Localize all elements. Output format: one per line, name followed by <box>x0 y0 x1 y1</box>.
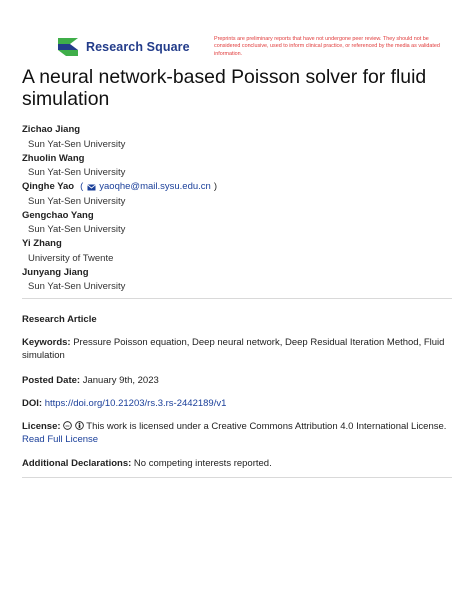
open-paren: ( <box>80 181 84 193</box>
declarations-label: Additional Declarations: <box>22 458 132 469</box>
author-name[interactable]: Gengchao Yang <box>22 209 94 221</box>
divider <box>22 477 452 478</box>
divider <box>22 298 452 299</box>
cc-icon <box>63 421 72 430</box>
keywords-label: Keywords: <box>22 337 71 348</box>
author-email-link[interactable] <box>80 181 217 193</box>
author-item <box>22 208 452 237</box>
envelope-icon <box>87 184 96 191</box>
author-list <box>22 122 452 293</box>
author-email[interactable]: yaoqhe@mail.sysu.edu.cn <box>99 181 211 193</box>
doi-link[interactable]: https://doi.org/10.21203/rs.3.rs-2442189/v1 <box>44 398 227 409</box>
author-item <box>22 122 452 151</box>
research-square-logo-icon <box>56 36 80 58</box>
author-item <box>22 265 452 294</box>
author-affiliation: University of Twente <box>28 252 114 264</box>
doi-label: DOI: <box>22 398 43 409</box>
author-item <box>22 236 452 265</box>
doi <box>22 398 452 411</box>
keywords-value: Pressure Poisson equation, Deep neural network, Deep Residual Iteration Method, Fluid simulation <box>22 337 445 361</box>
author-affiliation: Sun Yat-Sen University <box>28 167 126 178</box>
author-item <box>22 151 452 180</box>
research-square-logo[interactable] <box>56 36 190 58</box>
logo-text: Research Square <box>86 40 190 54</box>
posted-date-label: Posted Date: <box>22 375 81 386</box>
author-name[interactable]: Zhuolin Wang <box>22 152 85 164</box>
read-full-license-link[interactable]: Read Full License <box>22 433 99 445</box>
keywords <box>22 337 452 362</box>
article-type: Research Article <box>22 314 97 325</box>
license-text: This work is licensed under a Creative Commons Attribution 4.0 International License. <box>86 421 447 432</box>
additional-declarations <box>22 458 452 471</box>
author-affiliation: Sun Yat-Sen University <box>28 281 126 292</box>
header <box>56 36 444 60</box>
posted-date-value: January 9th, 2023 <box>82 375 159 386</box>
license <box>22 421 452 446</box>
paper-title: A neural network-based Poisson solver for fluid simulation <box>22 66 427 110</box>
author-name[interactable]: Qinghe Yao <box>22 181 75 193</box>
author-name[interactable]: Yi Zhang <box>22 238 62 250</box>
author-affiliation: Sun Yat-Sen University <box>28 195 126 207</box>
svg-text:cc: cc <box>65 423 70 429</box>
preprint-disclaimer: Preprints are preliminary reports that have not undergone peer review. They should not be considered conclusive, used to inform clinical practice, or referenced by the media as validated information. <box>214 36 440 57</box>
attribution-icon <box>75 421 84 430</box>
author-name[interactable]: Zichao Jiang <box>22 124 81 136</box>
author-name[interactable]: Junyang Jiang <box>22 266 89 278</box>
author-item <box>22 179 452 208</box>
close-paren: ) <box>213 181 218 193</box>
declarations-value: No competing interests reported. <box>133 458 272 469</box>
author-affiliation: Sun Yat-Sen University <box>28 224 126 235</box>
corresponding-author-row <box>22 179 452 196</box>
posted-date <box>22 375 452 388</box>
license-label: License: <box>22 421 61 432</box>
author-affiliation: Sun Yat-Sen University <box>28 138 126 150</box>
